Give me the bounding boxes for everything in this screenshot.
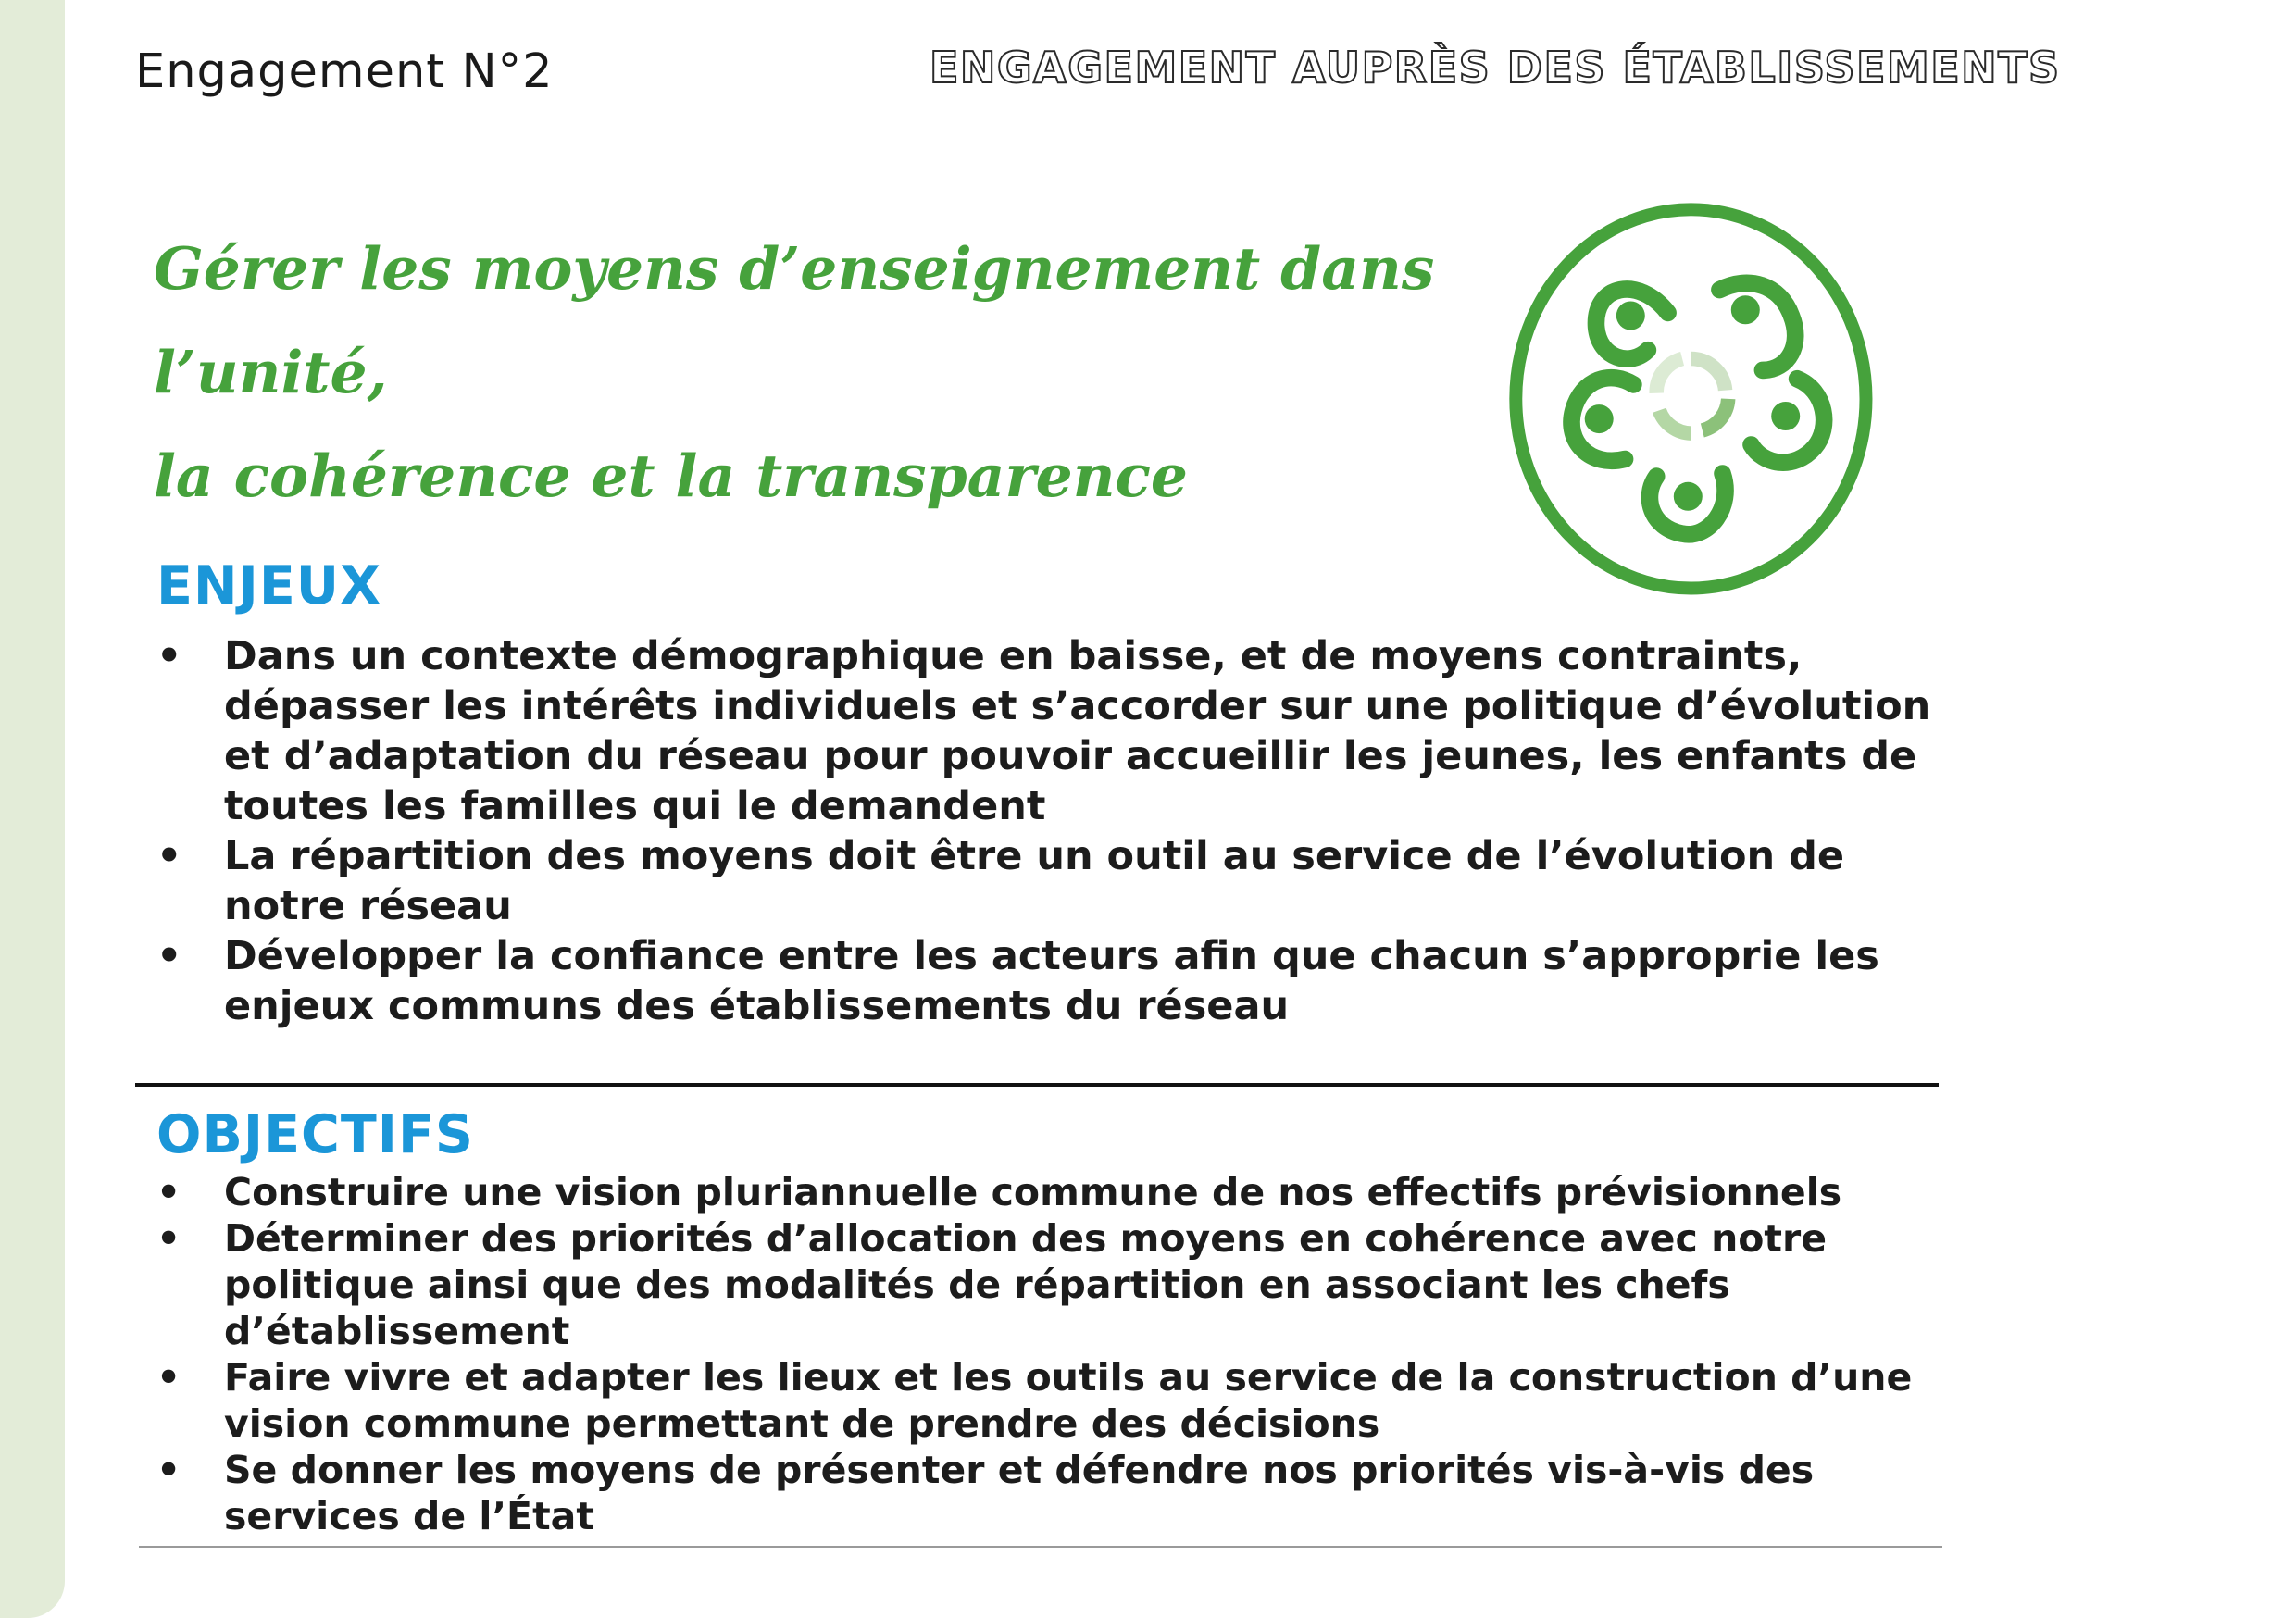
list-item: • Dans un contexte démographique en baisse, et de moyens contraints, dépasser les intérêts individuels et s’accorder sur une politique d’évolution et d’adaptation du réseau pour pouvoir accueillir les jeunes, les enfants de toutes les familles qui le demandent	[156, 631, 1943, 831]
objectifs-list	[156, 1169, 1943, 1539]
bottom-divider	[139, 1546, 1942, 1548]
side-color-band	[0, 0, 65, 1618]
title-line-1: Gérer les moyens d’enseignement dans l’unité,	[154, 234, 1435, 406]
enjeux-list	[156, 631, 1943, 1031]
list-item: • Développer la confiance entre les acteurs afin que chacun s’approprie les enjeux communs des établissements du réseau	[156, 931, 1943, 1031]
people-circle-icon	[1507, 201, 1880, 603]
section-divider	[135, 1083, 1939, 1087]
enjeux-heading: ENJEUX	[156, 555, 382, 616]
section-header: ENGAGEMENT AUPRÈS DES ÉTABLISSEMENTS	[930, 43, 2061, 93]
list-item: • Construire une vision pluriannuelle commune de nos effectifs prévisionnels	[156, 1169, 1943, 1215]
list-item: • Faire vivre et adapter les lieux et les outils au service de la construction d’une vision commune permettant de prendre des décisions	[156, 1354, 1943, 1447]
list-item: • Se donner les moyens de présenter et défendre nos priorités vis-à-vis des services de l’État	[156, 1447, 1943, 1539]
title-line-2: la cohérence et la transparence	[154, 442, 1188, 510]
list-item: • Déterminer des priorités d’allocation des moyens en cohérence avec notre politique ainsi que des modalités de répartition en associant les chefs d’établissement	[156, 1215, 1943, 1354]
engagement-number: Engagement N°2	[135, 44, 554, 99]
objectifs-heading: OBJECTIFS	[156, 1104, 474, 1165]
list-item: • La répartition des moyens doit être un outil au service de l’évolution de notre réseau	[156, 831, 1943, 931]
page-title	[154, 217, 1496, 528]
